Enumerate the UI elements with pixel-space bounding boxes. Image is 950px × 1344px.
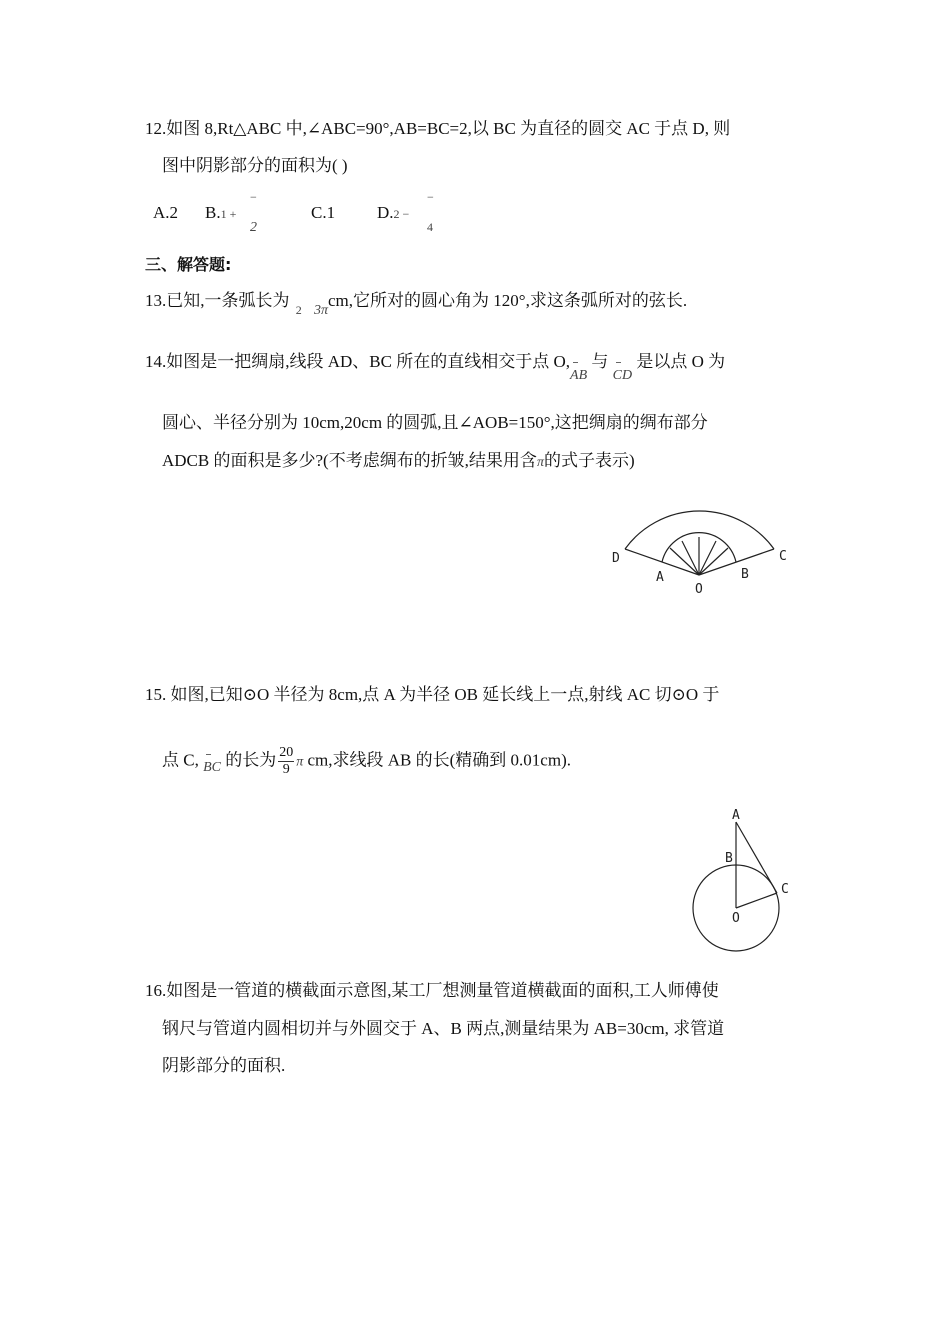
- q14-arc-cd: CD: [613, 365, 632, 387]
- q14-line1: [145, 351, 726, 383]
- q12-option-d-math: 2 −: [393, 207, 410, 221]
- q12-option-d: [377, 202, 409, 225]
- tangent-label-a: A: [732, 808, 740, 823]
- fan-label-a: A: [656, 570, 664, 585]
- tangent-label-c: C: [781, 882, 789, 897]
- q12-option-b: [205, 202, 236, 225]
- q12-line2: 图中阴影部分的面积为( ): [162, 156, 348, 175]
- q15-line1: 15. 如图,已知⊙O 半径为 8cm,点 A 为半径 OB 延长线上一点,射线 AC 切⊙O 于: [145, 685, 720, 704]
- q16-line1: 16.如图是一管道的横截面示意图,某工厂想测量管道横截面的面积,工人师傅使: [145, 981, 719, 1000]
- q12-option-b-bottom: 2: [250, 220, 257, 235]
- q12-option-a: A.2: [153, 203, 179, 222]
- tangent-label-b: B: [725, 851, 733, 866]
- fan-figure: [600, 490, 810, 600]
- line-ac: [736, 822, 777, 893]
- q14-line2: 圆心、半径分别为 10cm,20cm 的圆弧,且∠AOB=150°,这把绸扇的绸布部分: [162, 413, 708, 432]
- section-heading: 三、解答题:: [145, 255, 232, 274]
- q13-prefix: 13.已知,一条弧长为: [145, 291, 290, 310]
- q15-line2: [162, 745, 571, 778]
- q15-line2-prefix: 点 C,: [162, 750, 199, 770]
- q13-suffix: cm,它所对的圆心角为 120°,求这条弧所对的弦长.: [328, 291, 688, 310]
- fan-label-o: O: [695, 582, 703, 597]
- q15-pi: π: [296, 754, 304, 770]
- q12-option-b-top: −: [250, 190, 257, 204]
- q15-line2-suffix: cm,求线段 AB 的长(精确到 0.01cm).: [307, 750, 571, 770]
- q14-line3: [162, 450, 635, 474]
- q14-line1-prefix: 14.如图是一把绸扇,线段 AD、BC 所在的直线相交于点 O,: [145, 352, 571, 371]
- q14-pi: π: [536, 455, 544, 470]
- q12-option-b-math: 1 +: [220, 207, 237, 221]
- q12-option-d-bottom: 4: [427, 220, 433, 234]
- q12-option-d-prefix: D.: [377, 203, 394, 222]
- q12-option-c: C.1: [311, 203, 336, 222]
- q15-arc-bc: BC: [203, 757, 221, 779]
- q13-math-a: 2: [295, 303, 302, 317]
- q13-line: [145, 290, 688, 318]
- q12-option-d-top: −: [427, 190, 434, 204]
- line-oc: [736, 893, 777, 908]
- q14-line3-suffix: 的式子表示): [543, 451, 635, 470]
- q14-line3-prefix: ADCB 的面积是多少?(不考虑绸布的折皱,结果用含: [162, 451, 537, 470]
- fan-label-c: C: [779, 549, 787, 564]
- q14-line1-suffix: 是以点 O 为: [636, 352, 726, 371]
- fan-label-d: D: [612, 551, 620, 566]
- fan-label-b: B: [741, 567, 749, 582]
- tangent-label-o: O: [732, 911, 740, 926]
- q14-conj: 与: [591, 352, 609, 371]
- tangent-figure: [680, 800, 800, 955]
- q12-line1: 12.如图 8,Rt△ABC 中,∠ABC=90°,AB=BC=2,以 BC 为直径的圆交 AC 于点 D, 则: [145, 119, 731, 138]
- q15-frac-den: 9: [282, 762, 290, 777]
- q14-arc-ab: AB: [570, 365, 587, 387]
- q15-line2-mid: 的长为: [225, 750, 277, 770]
- q13-math-b: 3π: [314, 303, 329, 318]
- fan-rib: [670, 548, 699, 575]
- q16-line2: 钢尺与管道内圆相切并与外圆交于 A、B 两点,测量结果为 AB=30cm, 求管道: [162, 1019, 725, 1038]
- q16-line3: 阴影部分的面积.: [162, 1056, 286, 1075]
- fan-rib: [699, 548, 728, 575]
- q12-option-b-prefix: B.: [205, 203, 221, 222]
- q15-fraction: [278, 745, 294, 778]
- q15-frac-num: 20: [279, 745, 294, 760]
